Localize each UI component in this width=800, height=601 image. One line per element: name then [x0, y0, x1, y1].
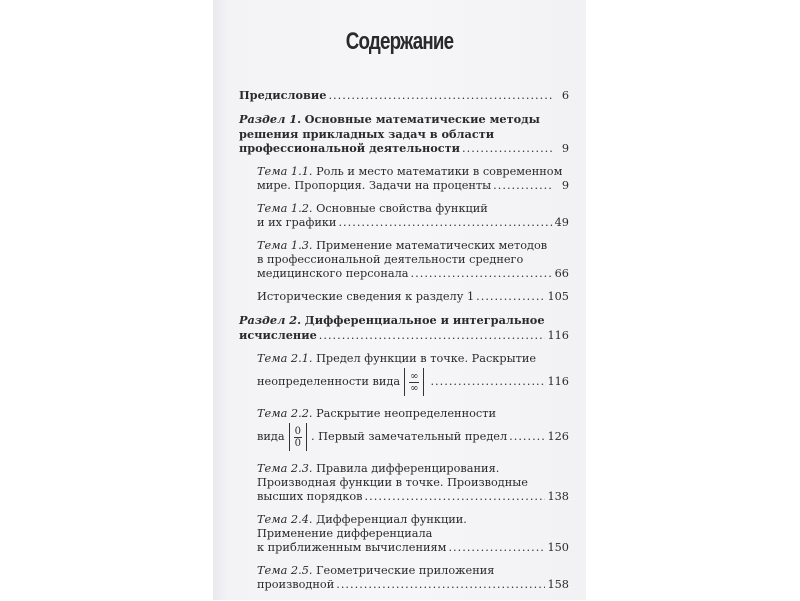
page-number: 9: [561, 179, 569, 192]
page-number: 150: [547, 541, 569, 554]
page-number: 6: [561, 89, 569, 102]
toc-entry-topic-1-3: Тема 1.3. Применение математических методов в профессиональной деятельности среднего медицинского персонала ..... 66: [257, 239, 569, 281]
book-page: [213, 0, 586, 600]
page-number: 158: [547, 578, 569, 591]
page-number: 9: [561, 142, 569, 155]
page-number: 116: [547, 329, 569, 342]
table-of-contents: [239, 88, 569, 601]
toc-entry-topic-2-2: Тема 2.2. Раскрытие неопределенности вида $\frac{0}{0}$ . Первый замечательный предел ..... 126: [257, 407, 569, 453]
toc-entry-topic-2-4: Тема 2.4. Дифференциал функции. Применение дифференциала к приближенным вычислениям ..... 150: [257, 513, 569, 555]
toc-entry-section-1: Раздел 1. Основные математические методы решения прикладных задач в области профессиональной деятельности ..... 9: [239, 112, 569, 156]
toc-entry-topic-1-1: Тема 1.1. Роль и место математики в современном мире. Пропорция. Задачи на проценты ..... 9: [257, 165, 569, 193]
page-number: 126: [547, 430, 569, 443]
page-number: 138: [547, 490, 569, 503]
toc-entry-topic-2-1: Тема 2.1. Предел функции в точке. Раскрытие неопределенности вида $\frac{\infty}{\infty}$ ..... 116: [257, 352, 569, 398]
page-number: 105: [547, 290, 569, 303]
page-number: 116: [547, 375, 569, 388]
page-number: 66: [554, 267, 569, 280]
page-number: 49: [554, 216, 569, 229]
toc-entry-topic-1-2: Тема 1.2. Основные свойства функций и их графики ..... 49: [257, 202, 569, 230]
toc-entry-preface: Предисловие ..... 6: [239, 88, 569, 103]
toc-entry-topic-2-5: Тема 2.5. Геометрические приложения производной ..... 158: [257, 564, 569, 592]
toc-entry-section-2: Раздел 2. Дифференциальное и интегральное исчисление ..... 116: [239, 313, 569, 343]
fraction-infinity-over-infinity: $\frac{\infty}{\infty}$: [404, 368, 424, 396]
toc-entry-history-1: Исторические сведения к разделу 1 ..... 105: [257, 290, 569, 304]
fraction-zero-over-zero: $\frac{0}{0}$: [289, 423, 307, 451]
page-title: Содержание: [345, 28, 454, 55]
toc-entry-topic-2-3: Тема 2.3. Правила дифференцирования. Производная функции в точке. Производные высших порядков ..... 138: [257, 462, 569, 504]
